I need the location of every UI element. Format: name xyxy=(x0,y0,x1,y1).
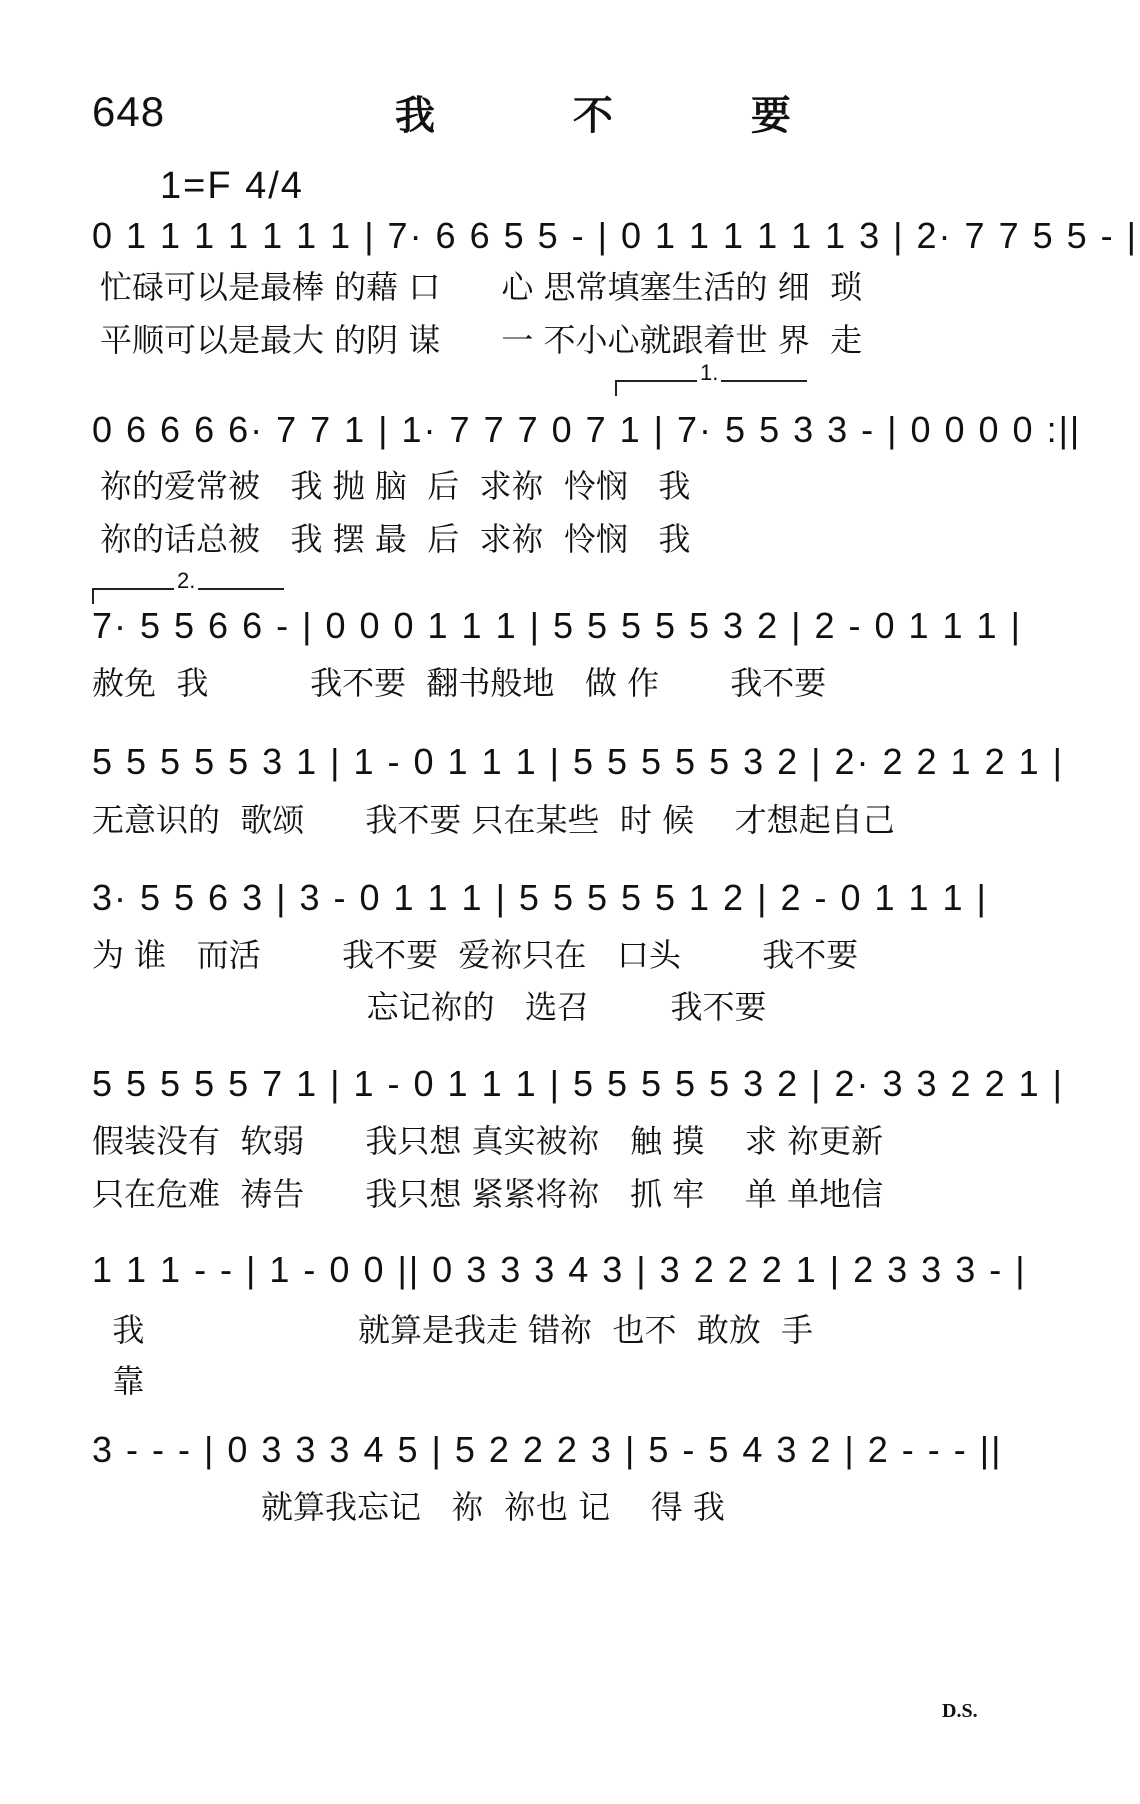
lyric-line-4: 无意识的 歌颂 我不要 只在某些 时 候 才想起自己 xyxy=(92,801,895,839)
notation-line-5: 3· 5 5 6 3 | 3 - 0 1 1 1 | 5 5 5 5 5 1 2 | 2 - 0 1 1 1 | xyxy=(92,877,988,918)
page-number: 648 xyxy=(92,88,166,135)
notation-line-2: 0 6 6 6 6· 7 7 1 | 1· 7 7 7 0 7 1 | 7· 5 5 3 3 - | 0 0 0 0 :|| xyxy=(92,409,1082,450)
song-title: 我 不 要 xyxy=(395,92,853,139)
lyric-line-7-verse-2: 靠 xyxy=(92,1362,145,1400)
second-ending-label: 2. xyxy=(174,568,198,594)
first-ending-label: 1. xyxy=(697,360,721,386)
lyric-line-5-verse-1: 为 谁 而活 我不要 爱祢只在 口头 我不要 xyxy=(92,936,859,974)
lyric-line-3: 赦免 我 我不要 翻书般地 做 作 我不要 xyxy=(92,664,827,702)
lyric-line-2-verse-2: 祢的话总被 我 摆 最 后 求祢 怜悯 我 xyxy=(100,520,691,558)
second-ending-bracket xyxy=(92,568,284,604)
lyric-line-2-verse-1: 祢的爱常被 我 抛 脑 后 求祢 怜悯 我 xyxy=(100,467,691,505)
lyric-line-1-verse-1: 忙碌可以是最棒 的藉 口 心 思常填塞生活的 细 琐 xyxy=(100,268,863,306)
first-ending-bracket xyxy=(615,360,807,396)
notation-line-3: 7· 5 5 6 6 - | 0 0 0 1 1 1 | 5 5 5 5 5 3 2 | 2 - 0 1 1 1 | xyxy=(92,605,1022,646)
notation-line-7: 1 1 1 - - | 1 - 0 0 || 0 3 3 3 4 3 | 3 2 2 2 1 | 2 3 3 3 - | xyxy=(92,1249,1027,1290)
lyric-line-6-verse-2: 只在危难 祷告 我只想 紧紧将祢 抓 牢 单 单地信 xyxy=(92,1175,884,1213)
notation-line-6: 5 5 5 5 5 7 1 | 1 - 0 1 1 1 | 5 5 5 5 5 3 2 | 2· 3 3 2 2 1 | xyxy=(92,1063,1064,1104)
lyric-line-8: 就算我忘记 祢 祢也 记 得 我 xyxy=(200,1488,725,1526)
lyric-line-5-verse-2: 忘记祢的 选召 我不要 xyxy=(92,988,767,1026)
notation-line-1: 0 1 1 1 1 1 1 1 | 7· 6 6 5 5 - | 0 1 1 1 1 1 1 3 | 2· 7 7 5 5 - | xyxy=(92,215,1138,256)
dal-segno-mark: D.S. xyxy=(942,1700,978,1722)
key-signature: 1=F 4/4 xyxy=(160,165,304,207)
notation-line-8: 3 - - - | 0 3 3 3 4 5 | 5 2 2 2 3 | 5 - 5 4 3 2 | 2 - - - || xyxy=(92,1429,1003,1470)
lyric-line-6-verse-1: 假装没有 软弱 我只想 真实被祢 触 摸 求 祢更新 xyxy=(92,1122,884,1160)
lyric-line-7-verse-1: 我 就算是我走 错祢 也不 敢放 手 xyxy=(92,1311,814,1349)
lyric-line-1-verse-2: 平顺可以是最大 的阴 谋 一 不小心就跟着世 界 走 xyxy=(100,321,863,359)
notation-line-4: 5 5 5 5 5 3 1 | 1 - 0 1 1 1 | 5 5 5 5 5 3 2 | 2· 2 2 1 2 1 | xyxy=(92,741,1064,782)
